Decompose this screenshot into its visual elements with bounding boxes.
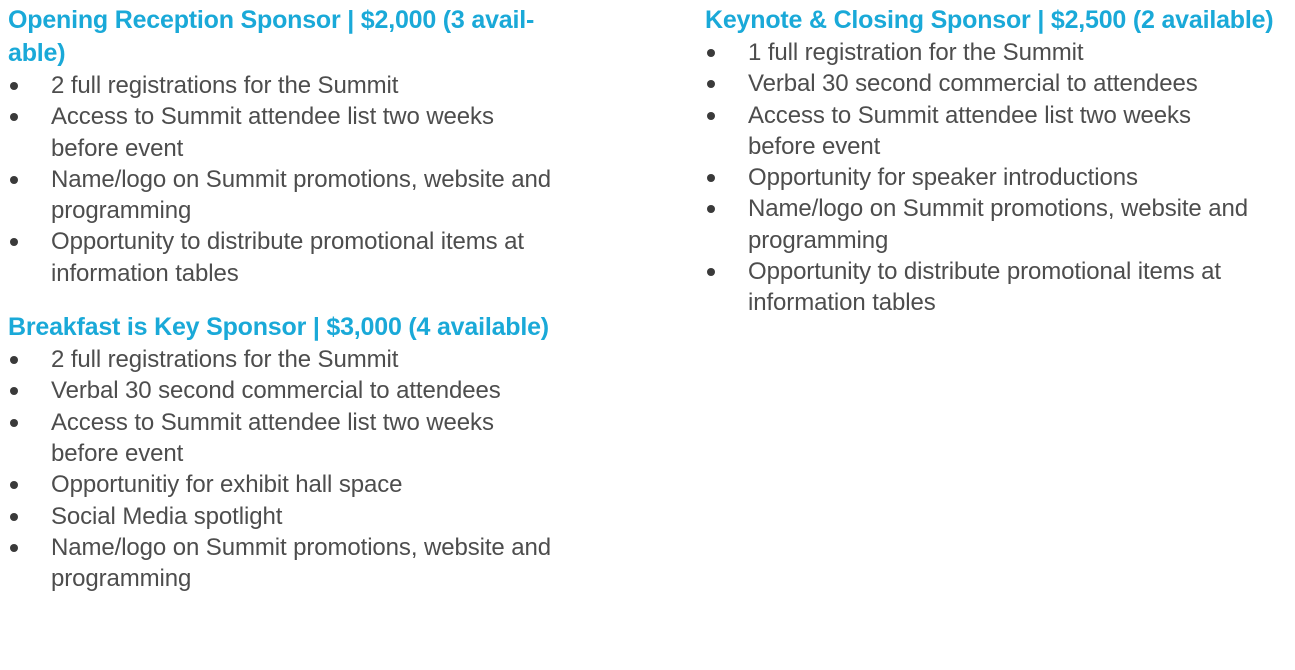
benefit-text: Name/logo on Summit promotions, website and <box>51 165 551 193</box>
sponsor-section-opening-reception <box>8 4 598 289</box>
benefit-item <box>705 68 1290 99</box>
benefit-item <box>8 532 598 595</box>
benefit-text: Access to Summit attendee list two weeks <box>51 103 494 131</box>
benefit-list <box>8 344 598 594</box>
benefit-list <box>8 70 598 289</box>
sponsor-section-breakfast <box>8 311 598 594</box>
bullet-icon <box>10 544 18 552</box>
benefit-item <box>705 162 1290 193</box>
benefit-text: before event <box>51 439 184 467</box>
benefit-text: programming <box>51 565 192 593</box>
sponsor-heading <box>8 311 598 344</box>
bullet-icon <box>707 112 715 120</box>
sponsor-heading <box>705 4 1290 37</box>
heading-line: Opening Reception Sponsor | $2,000 (3 avail- <box>8 6 535 34</box>
bullet-icon <box>10 513 18 521</box>
bullet-icon <box>10 387 18 395</box>
benefit-item <box>8 469 598 500</box>
benefit-text: Opportunity to distribute promotional items at <box>748 258 1221 286</box>
benefit-text: information tables <box>748 289 936 317</box>
bullet-icon <box>707 268 715 276</box>
benefit-item <box>8 164 598 227</box>
benefit-text: information tables <box>51 259 239 287</box>
benefit-item <box>8 375 598 406</box>
right-column <box>705 4 1290 341</box>
left-column <box>8 4 598 616</box>
benefit-text: Social Media spotlight <box>51 502 283 530</box>
sponsor-heading <box>8 4 598 70</box>
benefit-list <box>705 37 1290 319</box>
bullet-icon <box>707 80 715 88</box>
bullet-icon <box>10 113 18 121</box>
benefit-item <box>8 407 598 470</box>
benefit-text: Verbal 30 second commercial to attendees <box>748 70 1198 98</box>
benefit-text: Opportunitiy for exhibit hall space <box>51 471 403 499</box>
benefit-text: Opportunity to distribute promotional items at <box>51 228 524 256</box>
benefit-text: 1 full registration for the Summit <box>748 39 1084 66</box>
benefit-text: Name/logo on Summit promotions, website and <box>51 533 551 561</box>
benefit-text: Name/logo on Summit promotions, website and <box>748 195 1248 223</box>
benefit-text: before event <box>51 134 184 162</box>
benefit-item <box>705 37 1290 68</box>
benefit-item <box>705 193 1290 256</box>
benefit-text: programming <box>51 197 192 225</box>
bullet-icon <box>10 419 18 427</box>
benefit-text: before event <box>748 132 881 160</box>
bullet-icon <box>707 174 715 182</box>
benefit-item <box>8 344 598 375</box>
benefit-text: Access to Summit attendee list two weeks <box>51 408 494 436</box>
bullet-icon <box>10 238 18 246</box>
benefit-text: 2 full registrations for the Summit <box>51 346 399 374</box>
bullet-icon <box>10 481 18 489</box>
benefit-text: Opportunity for speaker introductions <box>748 164 1138 192</box>
benefit-item <box>705 256 1290 319</box>
bullet-icon <box>707 205 715 213</box>
bullet-icon <box>707 49 715 57</box>
benefit-text: programming <box>748 226 889 254</box>
benefit-item <box>8 70 598 101</box>
benefit-text: Verbal 30 second commercial to attendees <box>51 377 501 405</box>
bullet-icon <box>10 82 18 90</box>
heading-line: Keynote & Closing Sponsor | $2,500 (2 <box>705 6 1155 34</box>
bullet-icon <box>10 176 18 184</box>
bullet-icon <box>10 356 18 364</box>
heading-line: able) <box>8 39 66 67</box>
heading-line: Breakfast is Key Sponsor | $3,000 (4 available) <box>8 313 549 342</box>
sponsor-section-keynote-closing <box>705 4 1290 319</box>
benefit-item <box>8 501 598 532</box>
benefit-text: Access to Summit attendee list two weeks <box>748 101 1191 129</box>
benefit-item <box>8 101 598 164</box>
heading-line: available) <box>1161 6 1274 34</box>
benefit-item <box>8 226 598 289</box>
benefit-text: 2 full registrations for the Summit <box>51 72 399 99</box>
benefit-item <box>705 100 1290 163</box>
